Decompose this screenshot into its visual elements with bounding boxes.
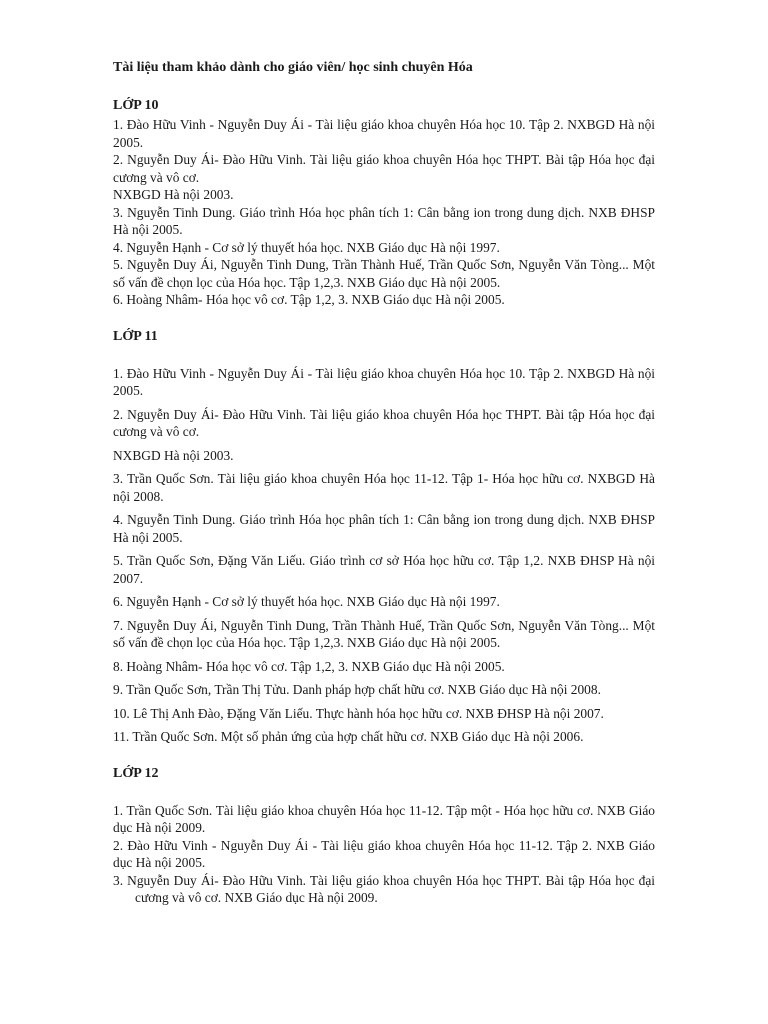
reference-item: 3. Nguyễn Tinh Dung. Giáo trình Hóa học phân tích 1: Cân bằng ion trong dung dịch. NXB ĐHSP Hà nội 2005. bbox=[113, 204, 655, 237]
reference-item: 1. Đào Hữu Vinh - Nguyễn Duy Ái - Tài liệu giáo khoa chuyên Hóa học 10. Tập 2. NXBGD Hà nội 2005. bbox=[113, 365, 655, 398]
section-heading: LỚP 10 bbox=[113, 98, 159, 113]
reference-item: 8. Hoàng Nhâm- Hóa học vô cơ. Tập 1,2, 3. NXB Giáo dục Hà nội 2005. bbox=[113, 658, 505, 674]
reference-item: NXBGD Hà nội 2003. bbox=[113, 187, 234, 202]
reference-item: 1. Đào Hữu Vinh - Nguyễn Duy Ái - Tài liệu giáo khoa chuyên Hóa học 10. Tập 2. NXBGD Hà nội 2005. bbox=[113, 117, 655, 150]
reference-item: 1. Trần Quốc Sơn. Tài liệu giáo khoa chuyên Hóa học 11-12. Tập một - Hóa học hữu cơ. NXB Giáo dục Hà nội 2009. bbox=[113, 802, 655, 835]
section-lop-10 bbox=[113, 96, 655, 309]
reference-item: 5. Nguyễn Duy Ái, Nguyễn Tinh Dung, Trần Thành Huế, Trần Quốc Sơn, Nguyễn Văn Tòng... Một số vấn đề chọn lọc của Hóa học. Tập 1,2,3. NXB Giáo dục Hà nội 2005. bbox=[113, 257, 655, 290]
reference-item: 2. Đào Hữu Vinh - Nguyễn Duy Ái - Tài liệu giáo khoa chuyên Hóa học 11-12. Tập 2. NXB Giáo dục Hà nội 2005. bbox=[113, 837, 655, 870]
reference-item: 4. Nguyễn Tinh Dung. Giáo trình Hóa học phân tích 1: Cân bằng ion trong dung dịch. NXB ĐHSP Hà nội 2005. bbox=[113, 512, 655, 545]
section-lop-11 bbox=[113, 327, 655, 746]
reference-item: 10. Lê Thị Anh Đào, Đặng Văn Liếu. Thực hành hóa học hữu cơ. NXB ĐHSP Hà nội 2007. bbox=[113, 705, 604, 721]
reference-item: NXBGD Hà nội 2003. bbox=[113, 447, 234, 463]
reference-item: 3. Nguyễn Duy Ái- Đào Hữu Vinh. Tài liệu giáo khoa chuyên Hóa học THPT. Bài tập Hóa học đại cương và vô cơ. NXB Giáo dục Hà nội 2009. bbox=[113, 872, 655, 905]
document-page bbox=[113, 58, 655, 925]
reference-item: 7. Nguyễn Duy Ái, Nguyễn Tinh Dung, Trần Thành Huế, Trần Quốc Sơn, Nguyễn Văn Tòng... Một số vấn đề chọn lọc của Hóa học. Tập 1,2,3. NXB Giáo dục Hà nội 2005. bbox=[113, 617, 655, 650]
section-heading: LỚP 12 bbox=[113, 765, 159, 781]
section-lop-12 bbox=[113, 764, 655, 907]
reference-item: 11. Trần Quốc Sơn. Một số phản ứng của hợp chất hữu cơ. NXB Giáo dục Hà nội 2006. bbox=[113, 729, 584, 744]
reference-item: 3. Trần Quốc Sơn. Tài liệu giáo khoa chuyên Hóa học 11-12. Tập 1- Hóa học hữu cơ. NXBGD Hà nội 2008. bbox=[113, 471, 655, 504]
reference-item: 2. Nguyễn Duy Ái- Đào Hữu Vinh. Tài liệu giáo khoa chuyên Hóa học THPT. Bài tập Hóa học đại cương và vô cơ. bbox=[113, 152, 655, 185]
reference-item: 9. Trần Quốc Sơn, Trần Thị Tửu. Danh pháp hợp chất hữu cơ. NXB Giáo dục Hà nội 2008. bbox=[113, 682, 601, 697]
document-title: Tài liệu tham khảo dành cho giáo viên/ học sinh chuyên Hóa bbox=[113, 60, 473, 75]
reference-item: 6. Hoàng Nhâm- Hóa học vô cơ. Tập 1,2, 3. NXB Giáo dục Hà nội 2005. bbox=[113, 292, 505, 307]
section-heading: LỚP 11 bbox=[113, 328, 158, 344]
reference-item: 5. Trần Quốc Sơn, Đặng Văn Liếu. Giáo trình cơ sở Hóa học hữu cơ. Tập 1,2. NXB ĐHSP Hà nội 2007. bbox=[113, 553, 655, 586]
reference-item: 2. Nguyễn Duy Ái- Đào Hữu Vinh. Tài liệu giáo khoa chuyên Hóa học THPT. Bài tập Hóa học đại cương và vô cơ. bbox=[113, 406, 655, 439]
reference-item: 4. Nguyễn Hạnh - Cơ sở lý thuyết hóa học. NXB Giáo dục Hà nội 1997. bbox=[113, 239, 500, 255]
reference-item: 6. Nguyễn Hạnh - Cơ sở lý thuyết hóa học. NXB Giáo dục Hà nội 1997. bbox=[113, 594, 500, 609]
